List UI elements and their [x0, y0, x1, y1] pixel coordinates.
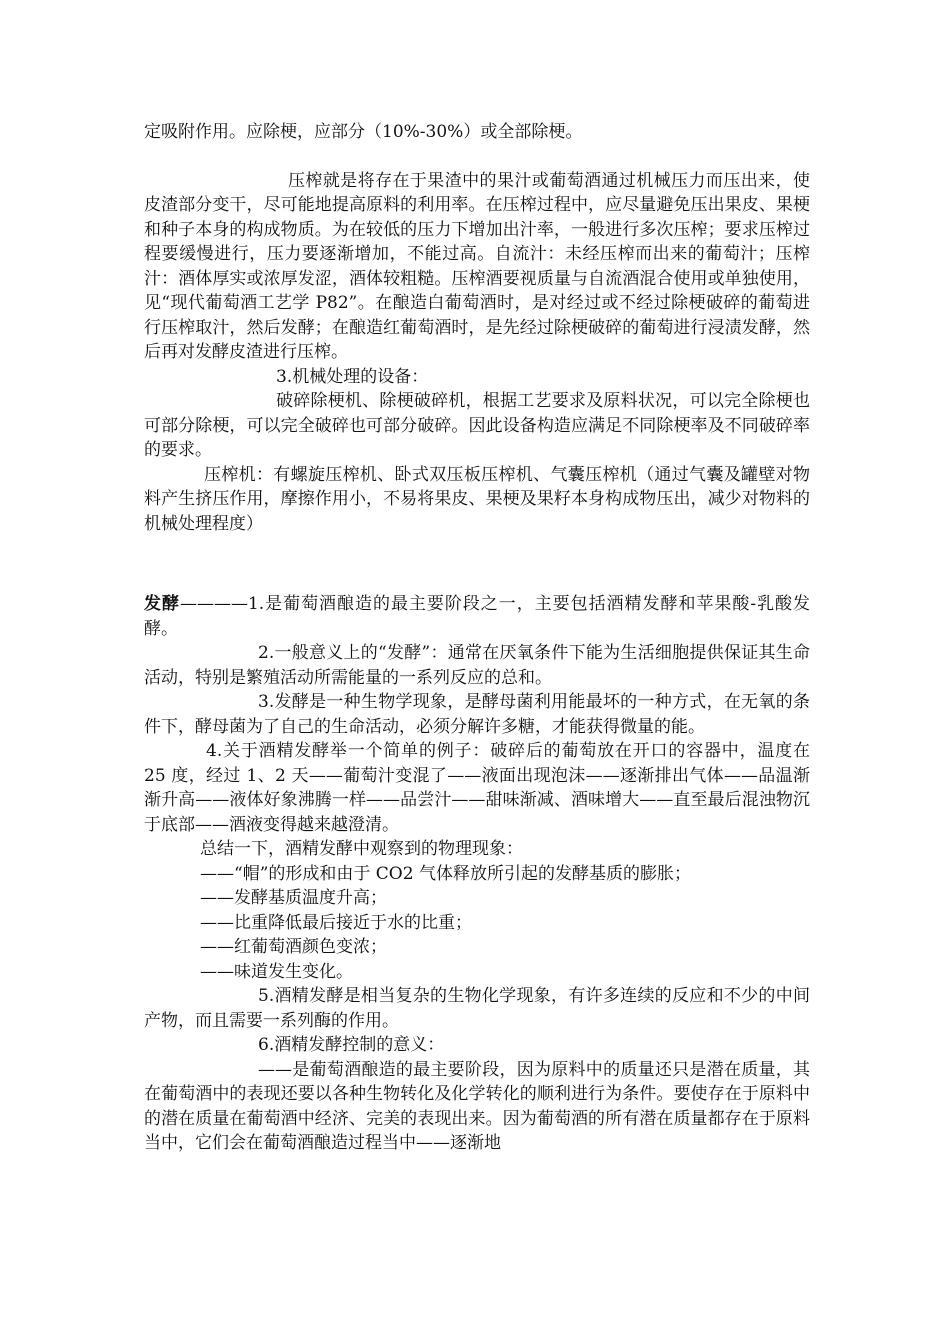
paragraph-pressing: 压榨就是将存在于果渣中的果汁或葡萄酒通过机械压力而压出来，使皮渣部分变干，尽可能地提高原料的利用率。在压榨过程中，应尽量避免压出果皮、果梗和种子本身的构成物质。为在较低的压力下增加出汁率，一般进行多次压榨；要求压榨过程要缓慢进行，压力要逐渐增加，不能过高。自流汁：未经压榨而出来的葡萄汁；压榨汁：酒体厚实或浓厚发涩，酒体较粗糙。压榨酒要视质量与自流酒混合使用或单独使用，见“现代葡萄酒工艺学 P82”。在酿造白葡萄酒时，是对经过或不经过除梗破碎的葡萄进行压榨取汁，然后发酵；在酿造红葡萄酒时，是先经过除梗破碎的葡萄进行浸渍发酵，然后再对发酵皮渣进行压榨。 — [144, 170, 810, 362]
list-item-temperature-rise: ——发酵基质温度升高； — [200, 888, 387, 908]
fermentation-intro-text: ————1.是葡萄酒酿造的最主要阶段之一，主要包括酒精发酵和苹果酸-乳酸发酵。 — [144, 594, 811, 639]
paragraph-press-types: 压榨机：有螺旋压榨机、卧式双压板压榨机、气囊压榨机（通过气囊及罐壁对物料产生挤压作用，摩擦作用小，不易将果皮、果梗及果籽本身构成物压出，减少对物料的机械处理程度） — [144, 464, 810, 534]
paragraph-control-significance: ——是葡萄酒酿造的最主要阶段，因为原料中的质量还只是潜在质量，其在葡萄酒中的表现还要以各种生物转化及化学转化的顺利进行为条件。要使存在于原料中的潜在质量在葡萄酒中经济、完美的表现出来。因为葡萄酒的所有潜在质量都存在于原料当中，它们会在葡萄酒酿造过程当中——逐渐地 — [144, 1059, 810, 1153]
list-item-cap-formation: ——“帽”的形成和由于 CO2 气体释放所引起的发酵基质的膨胀； — [200, 863, 691, 884]
heading-fermentation-control: 6.酒精发酵控制的意义： — [258, 1035, 445, 1055]
paragraph-fermentation-example: 4.关于酒精发酵举一个简单的例子：破碎后的葡萄放在开口的容器中，温度在 25 度，经过 1、2 天——葡萄汁变混了——液面出现泡沫——逐渐排出气体——品温渐渐升高——液体好象沸腾一样——品尝汁——甜味渐减、酒味增大——直至最后混浊物沉于底部——酒液变得越来越澄清。 — [144, 741, 810, 835]
paragraph-summary-lead: 总结一下，酒精发酵中观察到的物理现象： — [200, 839, 523, 859]
section-spacer — [144, 536, 810, 592]
paragraph-biochemical-complexity: 5.酒精发酵是相当复杂的生物化学现象，有许多连续的反应和不少的中间产物，而且需要一系列酶的作用。 — [144, 986, 810, 1031]
heading-equipment: 3.机械处理的设备： — [276, 366, 429, 387]
paragraph-fermentation-definition: 2.一般意义上的“发酵”：通常在厌氧条件下能为生活细胞提供保证其生命活动，特别是繁殖活动所需能量的一系列反应的总和。 — [144, 643, 810, 688]
paragraph-destemming-note: 定吸附作用。应除梗，应部分（10%-30%）或全部除梗。 — [144, 122, 583, 142]
section-title-fermentation: 发酵 — [144, 594, 180, 614]
paragraph-biological-phenomenon: 3.发酵是一种生物学现象，是酵母菌利用能最坏的一种方式，在无氧的条件下，酵母菌为了自己的生命活动，必须分解许多糖，才能获得微量的能。 — [144, 692, 810, 737]
document-body — [144, 120, 810, 1156]
list-item-color-deepen: ——红葡萄酒颜色变浓； — [200, 937, 387, 957]
paragraph-crusher-destemmer: 破碎除梗机、除梗破碎机，根据工艺要求及原料状况，可以完全除梗也可部分除梗，可以完全破碎也可部分破碎。因此设备构造应满足不同除梗率及不同破碎率的要求。 — [144, 391, 810, 460]
paragraph-spacer — [144, 145, 810, 169]
list-item-taste-change: ——味道发生变化。 — [200, 961, 353, 982]
list-item-gravity-drop: ——比重降低最后接近于水的比重； — [200, 912, 472, 933]
paragraph-fermentation-intro — [144, 592, 810, 641]
